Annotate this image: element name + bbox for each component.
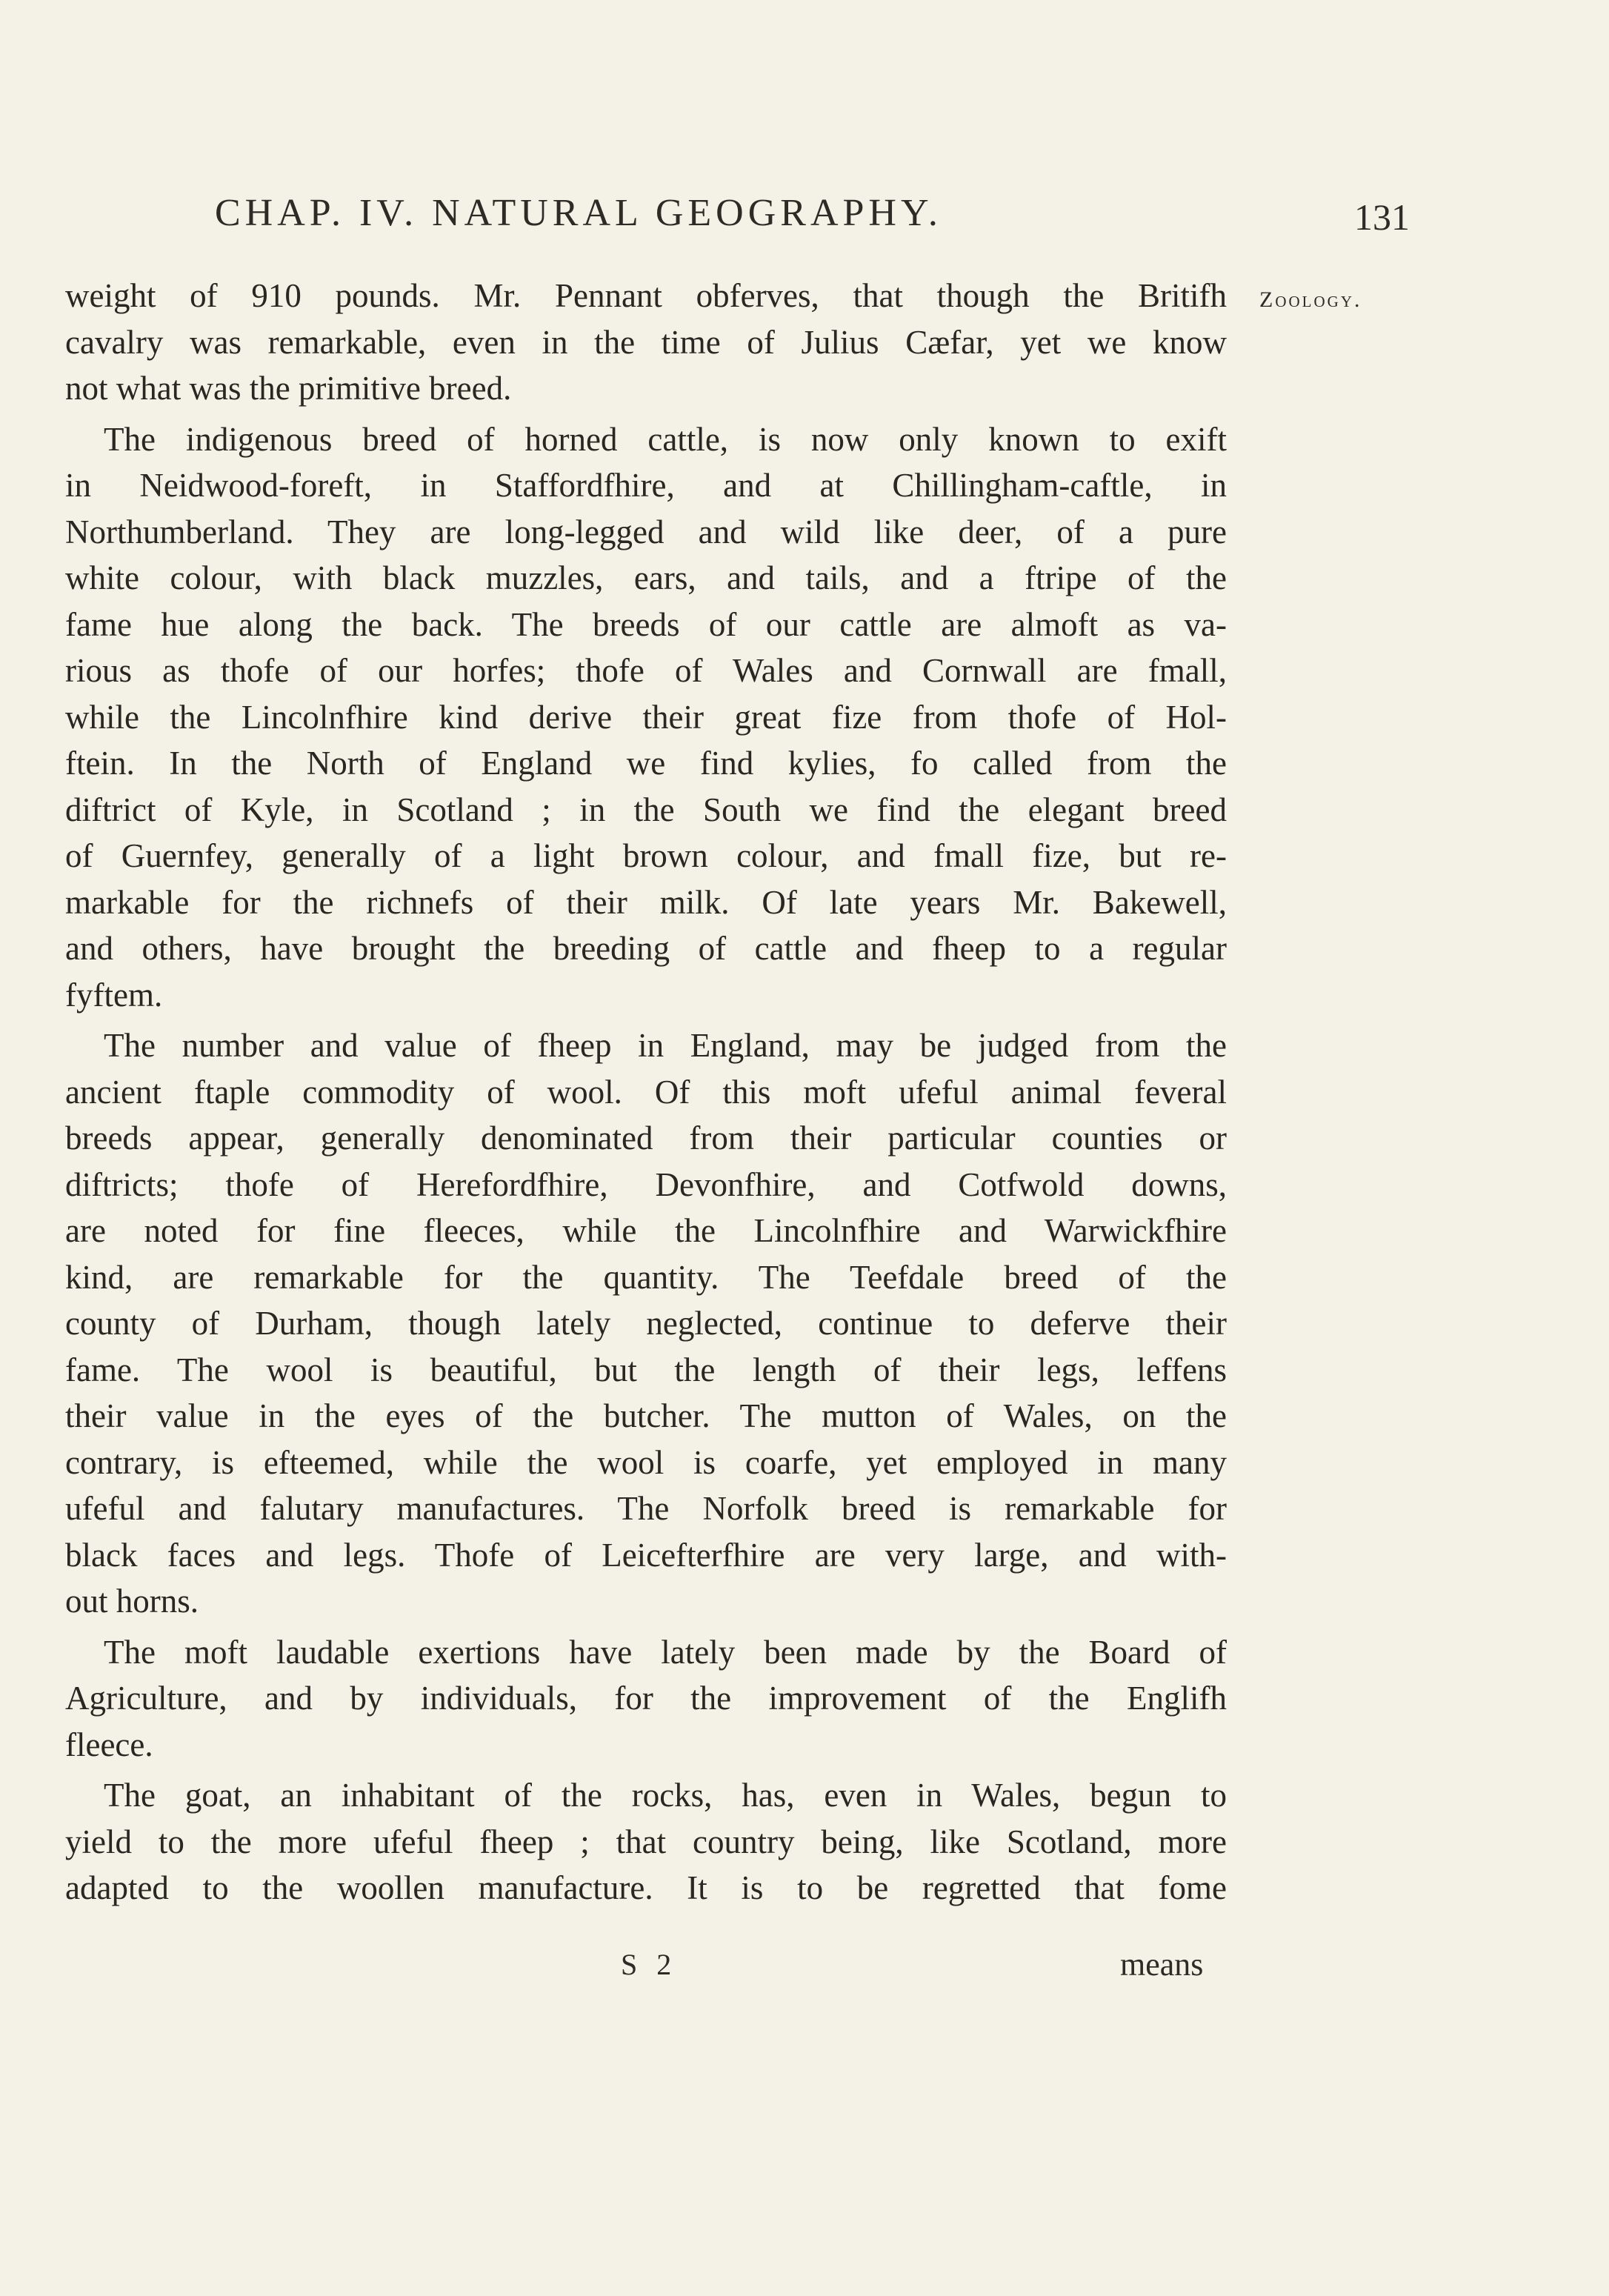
signature-mark: S 2 (621, 1948, 678, 1981)
text-line: breeds appear, generally denominated from their particular counties or (65, 1119, 1227, 1157)
text-line: are noted for fine fleeces, while the Lincolnfhire and Warwickfhire (65, 1212, 1227, 1249)
text-line: fyftem. (65, 976, 163, 1014)
paragraph (65, 273, 1227, 412)
running-head (0, 191, 1609, 243)
text-line: diftrict of Kyle, in Scotland ; in the South we find the elegant breed (65, 791, 1227, 828)
running-head-title: CHAP. IV. NATURAL GEOGRAPHY. (215, 192, 942, 234)
text-line: kind, are remarkable for the quantity. The Teefdale breed of the (65, 1258, 1227, 1296)
catchword: means (1120, 1946, 1204, 1983)
text-line: The moft laudable exertions have lately been made by the Board of (104, 1633, 1227, 1671)
text-line: diftricts; thofe of Herefordfhire, Devonfhire, and Cotfwold downs, (65, 1165, 1227, 1203)
text-line: not what was the primitive breed. (65, 370, 512, 407)
text-line: county of Durham, though lately neglected, continue to deferve their (65, 1305, 1227, 1342)
text-line: their value in the eyes of the butcher. The mutton of Wales, on the (65, 1397, 1227, 1434)
text-line: weight of 910 pounds. Mr. Pennant obferves, that though the Britifh (65, 277, 1227, 314)
text-line: yield to the more ufeful fheep ; that country being, like Scotland, more (65, 1823, 1227, 1860)
text-line: rious as thofe of our horfes; thofe of Wales and Cornwall are fmall, (65, 652, 1227, 689)
page-number: 131 (1354, 196, 1410, 238)
paragraph (65, 1772, 1227, 1911)
margin-note: Zoology. (1259, 287, 1362, 312)
text-line: white colour, with black muzzles, ears, and tails, and a ftripe of the (65, 559, 1227, 596)
text-line: in Neidwood-foreft, in Staffordfhire, and at Chillingham-caftle, in (65, 467, 1227, 504)
body-text (65, 273, 1227, 1911)
text-line: ancient ftaple commodity of wool. Of this moft ufeful animal feveral (65, 1073, 1227, 1111)
text-line: contrary, is efteemed, while the wool is coarfe, yet employed in many (65, 1443, 1227, 1481)
text-line: ufeful and falutary manufactures. The Norfolk breed is remarkable for (65, 1490, 1227, 1527)
text-line: The goat, an inhabitant of the rocks, has, even in Wales, begun to (104, 1777, 1227, 1814)
text-line: out horns. (65, 1583, 199, 1620)
text-line: of Guernfey, generally of a light brown colour, and fmall fize, but re- (65, 837, 1227, 874)
paragraph (65, 416, 1227, 1019)
text-line: ftein. In the North of England we find kylies, fo called from the (65, 745, 1227, 782)
text-line: Northumberland. They are long-legged and wild like deer, of a pure (65, 513, 1227, 550)
text-line: fame. The wool is beautiful, but the length of their legs, leffens (65, 1351, 1227, 1388)
text-line: while the Lincolnfhire kind derive their great fize from thofe of Hol- (65, 698, 1227, 736)
text-line: Agriculture, and by individuals, for the improvement of the Englifh (65, 1680, 1227, 1717)
paragraph (65, 1022, 1227, 1625)
text-line: cavalry was remarkable, even in the time of Julius Cæfar, yet we know (65, 323, 1227, 361)
text-line: The number and value of fheep in England, may be judged from the (104, 1027, 1227, 1064)
text-line: markable for the richnefs of their milk. Of late years Mr. Bakewell, (65, 883, 1227, 921)
paragraph (65, 1629, 1227, 1768)
text-line: The indigenous breed of horned cattle, is now only known to exift (104, 420, 1227, 458)
text-line: fleece. (65, 1726, 153, 1763)
text-line: black faces and legs. Thofe of Leicefterfhire are very large, and with- (65, 1536, 1227, 1574)
text-line: adapted to the woollen manufacture. It is to be regretted that fome (65, 1869, 1227, 1906)
text-line: fame hue along the back. The breeds of our cattle are almoft as va- (65, 605, 1227, 643)
text-line: and others, have brought the breeding of cattle and fheep to a regular (65, 930, 1227, 967)
